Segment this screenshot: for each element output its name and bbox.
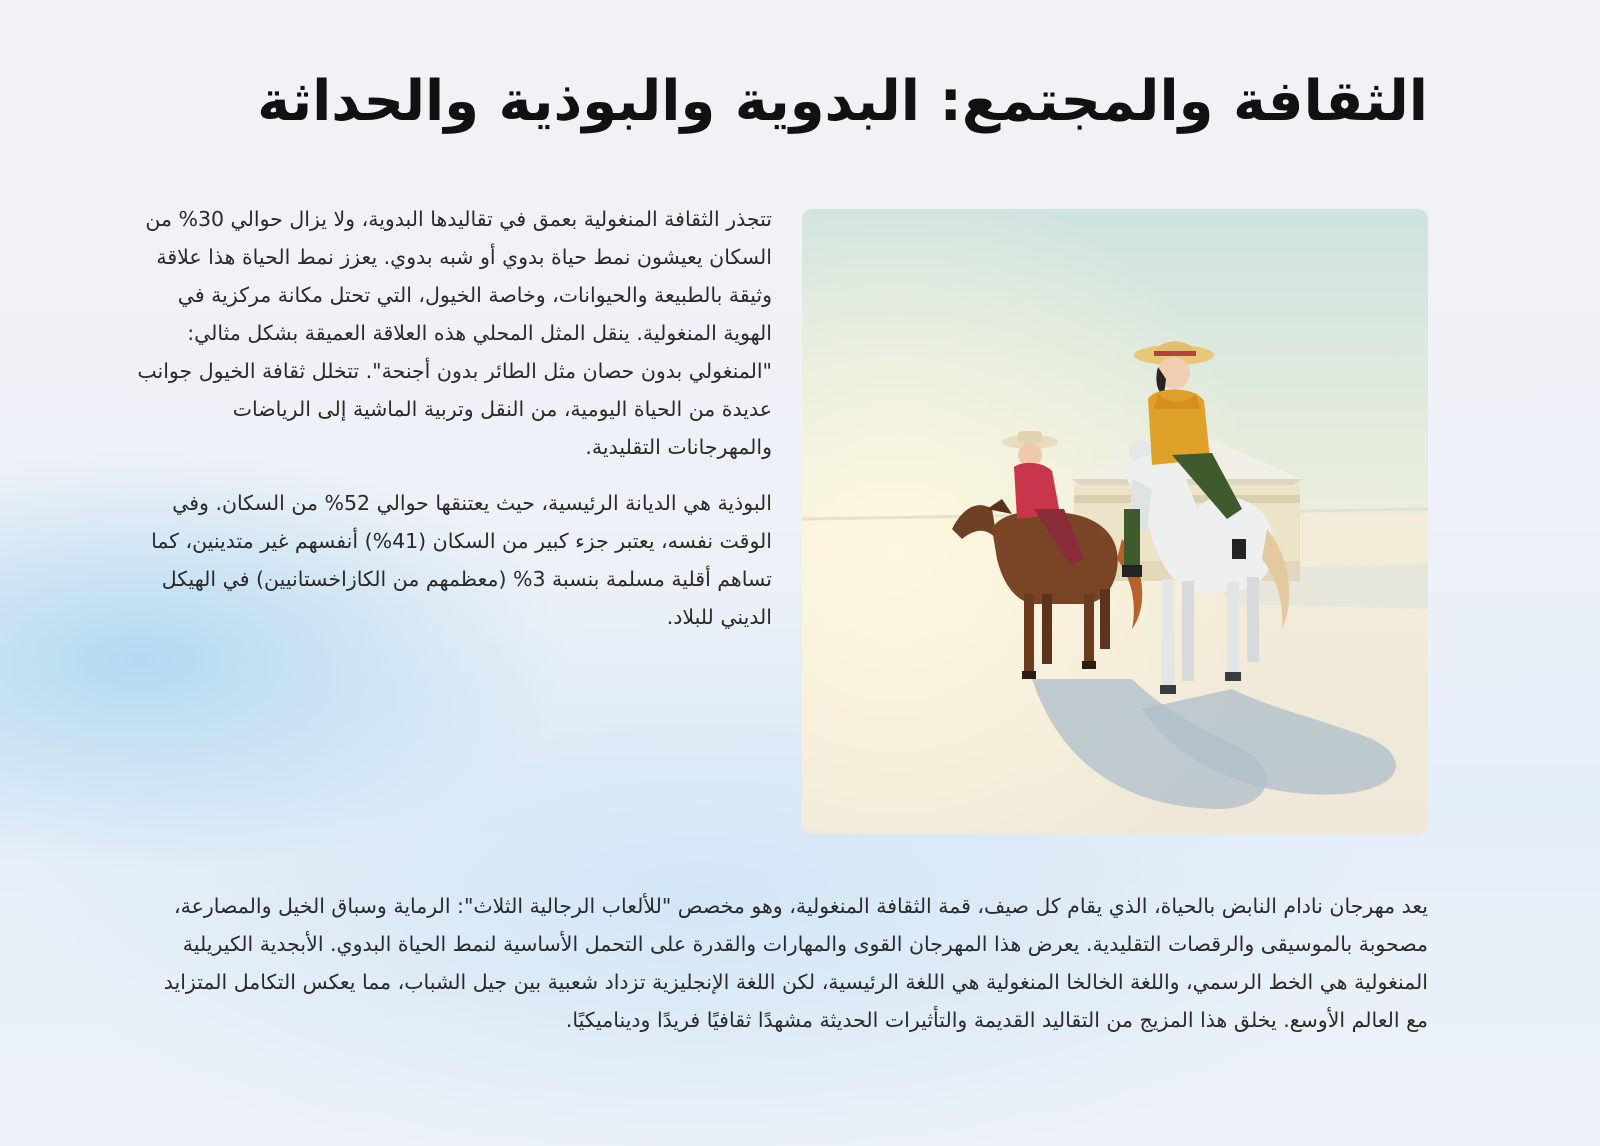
paragraph-nomadic-culture: تتجذر الثقافة المنغولية بعمق في تقاليدها البدوية، ولا يزال حوالي 30% من السكان يعيشون نمط حياة بدوي أو شبه بدوي. يعزز نمط الحياة هذا علاقة وثيقة بالطبيعة والحيوانات، وخاصة الخيول، التي تحتل مكانة مركزية في الهوية المنغولية. ينقل المثل المحلي هذه العلاقة العميقة بشكل مثالي: "المنغولي بدون حصان مثل الطائر بدون أجنحة". تتخلل ثقافة الخيول جوانب عديدة من الحياة اليومية، من النقل وتربية الماشية إلى الرياضات والمهرجانات التقليدية. [137, 207, 772, 459]
paragraph-religion: البوذية هي الديانة الرئيسية، حيث يعتنقها حوالي 52% من السكان. وفي الوقت نفسه، يعتبر جزء كبير من السكان (41%) أنفسهم غير متدينين، كما تساهم أقلية مسلمة بنسبة 3% (معظمهم من الكازاخستانيين) في الهيكل الديني للبلاد. [151, 491, 772, 629]
illustration-svg [802, 209, 1428, 834]
page-title: الثقافة والمجتمع: البدوية والبوذية والحداثة [257, 69, 1428, 134]
paragraph-naadam-festival: يعد مهرجان نادام النابض بالحياة، الذي يقام كل صيف، قمة الثقافة المنغولية، وهو مخصص "للألعاب الرجالية الثلاث": الرماية وسباق الخيل والمصارعة، مصحوبة بالموسيقى والرقصات التقليدية. يعرض هذا المهرجان القوى والمهارات والقدرة على التحمل الأساسية لنمط الحياة البدوي. الأبجدية الكيريلية المنغولية هي الخط الرسمي، واللغة الخالخا المنغولية هي اللغة الرئيسية، لكن اللغة الإنجليزية تزداد شعبية بين جيل الشباب، مما يعكس التكامل المتزايد مع العالم الأوسع. يخلق هذا المزيج من التقاليد القديمة والتأثيرات الحديثة مشهدًا ثقافيًا فريدًا وديناميكيًا. [163, 894, 1428, 1032]
text-column [132, 200, 772, 654]
riders-yurt-illustration [802, 209, 1428, 834]
